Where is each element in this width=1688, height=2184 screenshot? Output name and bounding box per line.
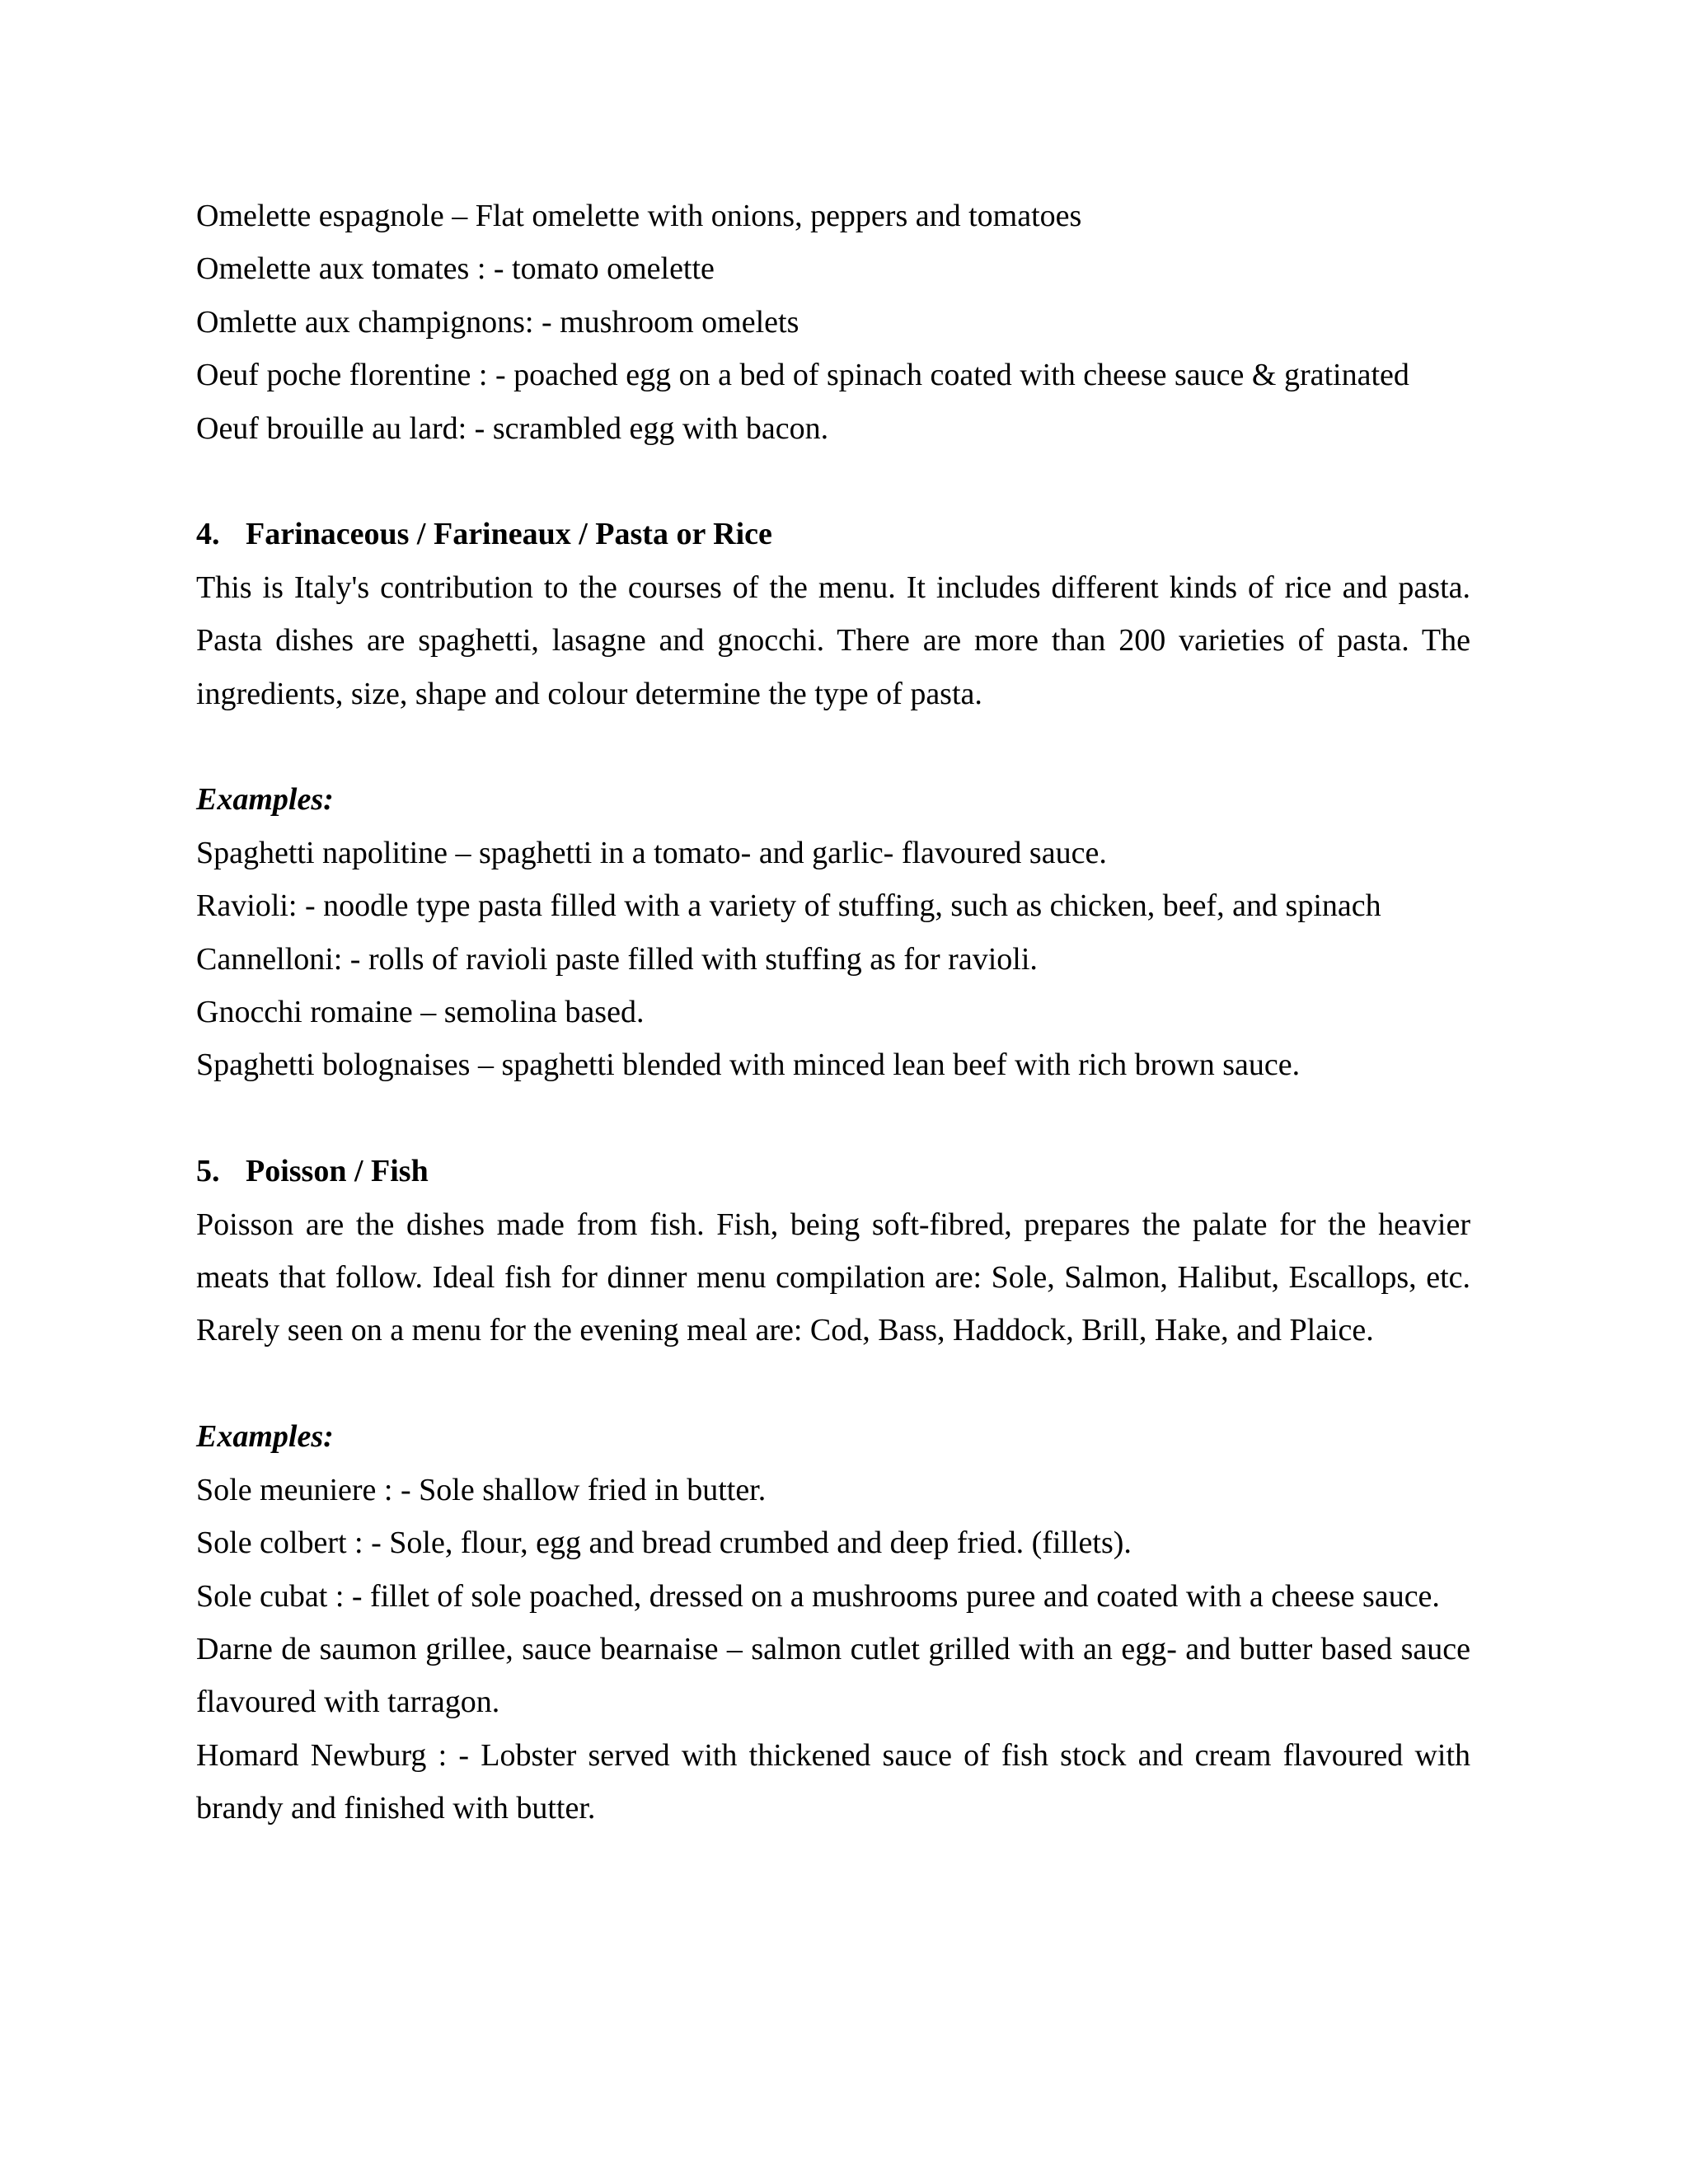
spacer (196, 720, 1470, 773)
example-line: Ravioli: - noodle type pasta filled with a variety of stuffing, such as chicken, beef, and spinach (196, 888, 1381, 924)
omelette-line: Omelette aux tomates : - tomato omelette (196, 251, 715, 287)
section-title: Poisson / Fish (246, 1154, 429, 1189)
omelette-line: Omlette aux champignons: - mushroom omelets (196, 304, 799, 340)
examples-label: Examples: (196, 782, 334, 818)
example-line: Cannelloni: - rolls of ravioli paste filled with stuffing as for ravioli. (196, 941, 1038, 977)
omelette-line: Oeuf brouille au lard: - scrambled egg with bacon. (196, 410, 829, 446)
omelette-line: Omelette espagnole – Flat omelette with onions, peppers and tomatoes (196, 199, 1082, 233)
section-number: 5. (196, 1154, 220, 1189)
document-page (196, 190, 1470, 1835)
spacer (196, 455, 1470, 508)
section-title: Farinaceous / Farineaux / Pasta or Rice (246, 517, 772, 552)
section-number: 4. (196, 517, 220, 552)
examples-label: Examples: (196, 1419, 334, 1455)
section-paragraph: Poisson are the dishes made from fish. Fish, being soft-fibred, prepares the palate for the heavier meats that follow. Ideal fish for dinner menu compilation are: Sole, Salmon, Halibut, Escallops, etc. Rarely seen on a menu for the evening meal are: Cod, Bass, Haddock, Brill, Hake, and Plaice. (196, 1207, 1470, 1348)
example-line: Homard Newburg : - Lobster served with thickened sauce of fish stock and cream flavoured with brandy and finished with butter. (196, 1737, 1470, 1826)
spacer (196, 1357, 1470, 1410)
example-line: Sole meuniere : - Sole shallow fried in butter. (196, 1472, 767, 1507)
example-line: Spaghetti napolitine – spaghetti in a tomato- and garlic- flavoured sauce. (196, 835, 1107, 870)
example-line: Darne de saumon grillee, sauce bearnaise – salmon cutlet grilled with an egg- and butter based sauce flavoured with tarragon. (196, 1631, 1470, 1720)
example-line: Spaghetti bolognaises – spaghetti blended with minced lean beef with rich brown sauce. (196, 1047, 1301, 1083)
example-line: Sole colbert : - Sole, flour, egg and bread crumbed and deep fried. (fillets). (196, 1526, 1132, 1561)
omelette-line: Oeuf poche florentine : - poached egg on a bed of spinach coated with cheese sauce & gratinated (196, 358, 1409, 393)
section-paragraph: This is Italy's contribution to the courses of the menu. It includes different kinds of rice and pasta. Pasta dishes are spaghetti, lasagne and gnocchi. There are more than 200 varieties of pasta. The ingredients, size, shape and colour determine the type of pasta. (196, 569, 1470, 711)
spacer (196, 1092, 1470, 1145)
section-heading-fish (196, 1145, 1470, 1197)
example-line: Gnocchi romaine – semolina based. (196, 995, 645, 1030)
example-line: Sole cubat : - fillet of sole poached, dressed on a mushrooms puree and coated with a cheese sauce. (196, 1578, 1440, 1614)
section-heading-farinaceous (196, 508, 1470, 560)
